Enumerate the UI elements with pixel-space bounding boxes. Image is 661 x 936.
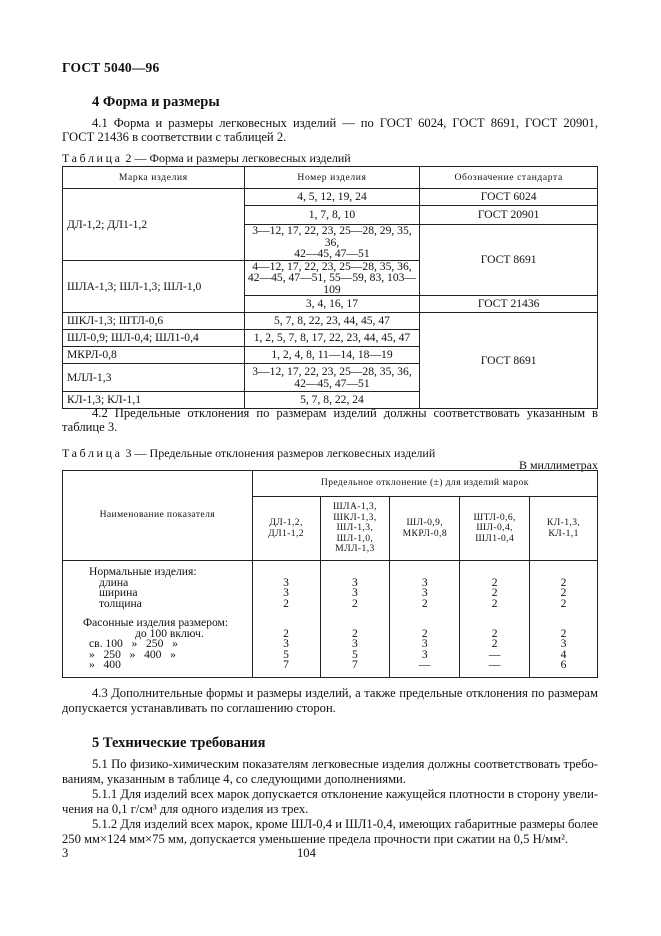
t2-cell: 5, 7, 8, 22, 23, 44, 45, 47 (244, 313, 420, 330)
t3-shaped-values: 2 3 3 — (390, 612, 460, 677)
para-4-1-line1: 4.1 Форма и размеры легковесных изделий — по ГОСТ 6024, ГОСТ 8691, ГОСТ 20901, (92, 116, 598, 130)
t3-normal-block (63, 561, 598, 613)
t2-cell: ГОСТ 8691 (420, 225, 598, 296)
t3-shaped-values: 2 2 — — (460, 612, 530, 677)
t3-normal-values: 2 2 2 (530, 561, 598, 613)
para-5-1-1-line2: чения на 0,1 г/см³ для одного изделия из трех. (62, 802, 309, 816)
para-5-1-2-line1: 5.1.2 Для изделий всех марок, кроме ШЛ-0,4 и ШЛ1-0,4, имеющих габаритные размеры более (92, 817, 598, 831)
t2-cell: 4—12, 17, 22, 23, 25—28, 35, 36, 42—45, 47—51, 55—59, 83, 103—109 (244, 260, 420, 296)
t2-header-mark: Марка изделия (63, 167, 245, 189)
t2-cell: 4, 5, 12, 19, 24 (244, 189, 420, 206)
page-number: 104 (297, 846, 316, 860)
t3-col-shla: ШЛА-1,3, ШКЛ-1,3, ШЛ-1,3, ШЛ-1,0, МЛЛ-1,3 (320, 497, 390, 561)
page-footer-left: 3 (62, 846, 69, 860)
t2-mark-shl: ШЛА-1,3; ШЛ-1,3; ШЛ-1,0 (63, 260, 245, 313)
t2-cell: ГОСТ 6024 (420, 189, 598, 206)
para-5-1-2-line2: 250 мм×124 мм×75 мм, допускается уменьшение предела прочности при сжатии на 0,5 Н/мм². (62, 832, 569, 846)
table-3 (62, 470, 598, 678)
t2-cell: ГОСТ 8691 (420, 313, 598, 409)
t3-header-group: Предельное отклонение (±) для изделий марок (252, 471, 597, 497)
section-4-title: 4 Форма и размеры (92, 94, 220, 110)
para-5-1-1-line1: 5.1.1 Для изделий всех марок допускается отклонение кажущейся плотности в сторону увели- (92, 787, 599, 801)
t3-shaped-values: 2 3 5 7 (320, 612, 390, 677)
para-4-1-line2: ГОСТ 21436 в соответствии с таблицей 2. (62, 130, 287, 144)
t2-mark-dl: ДЛ-1,2; ДЛ1-1,2 (63, 189, 245, 261)
t3-normal-values: 3 3 2 (390, 561, 460, 613)
para-4-3-line2: допускается устанавливать по соглашению сторон. (62, 701, 336, 715)
t3-shaped-names: Фасонные изделия размером: до 100 включ. св. 100 » 250 » » 250 » 400 » » 400 (63, 612, 253, 677)
t2-header-standard: Обозначение стандарта (420, 167, 598, 189)
t2-cell: 3, 4, 16, 17 (244, 296, 420, 313)
t2-cell: ГОСТ 21436 (420, 296, 598, 313)
t2-mark-mll: МЛЛ-1,3 (63, 364, 245, 392)
t3-normal-values: 2 2 2 (460, 561, 530, 613)
table2-caption: Таблица 2 — Форма и размеры легковесных изделий (62, 151, 351, 165)
t3-shaped-values: 2 3 5 7 (252, 612, 320, 677)
t2-mark-kl: КЛ-1,3; КЛ-1,1 (63, 392, 245, 409)
para-5-1-line2: ваниям, указанным в таблице 4, со следующими дополнениями. (62, 772, 406, 786)
t3-col-kl: КЛ-1,3, КЛ-1,1 (530, 497, 598, 561)
t3-normal-names: Нормальные изделия: длина ширина толщина (63, 561, 253, 613)
t3-shaped-block (63, 612, 598, 677)
section-5-title: 5 Технические требования (92, 735, 266, 751)
t3-col-shtl: ШТЛ-0,6, ШЛ-0,4, ШЛ1-0,4 (460, 497, 530, 561)
t2-cell: 3—12, 17, 22, 23, 25—28, 29, 35, 36, 42—45, 47—51 (244, 225, 420, 261)
t2-cell: ГОСТ 20901 (420, 206, 598, 225)
table3-caption: Таблица 3 — Предельные отклонения размеров легковесных изделий (62, 446, 436, 460)
para-4-3-line1: 4.3 Дополнительные формы и размеры изделий, а также предельные отклонения по размерам (92, 686, 598, 700)
t2-cell: 3—12, 17, 22, 23, 25—28, 35, 36, 42—45, 47—51 (244, 364, 420, 392)
document-header: ГОСТ 5040—96 (62, 60, 160, 75)
t3-col-shl09: ШЛ-0,9, МКРЛ-0,8 (390, 497, 460, 561)
t3-normal-values: 3 3 2 (320, 561, 390, 613)
t3-col-dl: ДЛ-1,2, ДЛ1-1,2 (252, 497, 320, 561)
t2-header-number: Номер изделия (244, 167, 420, 189)
para-5-1-line1: 5.1 По физико-химическим показателям легковесные изделия должны соответствовать требо- (92, 757, 598, 771)
table3-unit: В миллиметрах (518, 458, 598, 472)
t2-mark-shkl: ШКЛ-1,3; ШТЛ-0,6 (63, 313, 245, 330)
t3-header-name: Наименование показателя (63, 471, 253, 561)
t2-mark-mkrl: МКРЛ-0,8 (63, 347, 245, 364)
t3-shaped-values: 2 3 4 6 (530, 612, 598, 677)
t2-mark-shl09: ШЛ-0,9; ШЛ-0,4; ШЛ1-0,4 (63, 330, 245, 347)
t2-cell: 1, 7, 8, 10 (244, 206, 420, 225)
t2-cell: 1, 2, 5, 7, 8, 17, 22, 23, 44, 45, 47 (244, 330, 420, 347)
t2-cell: 1, 2, 4, 8, 11—14, 18—19 (244, 347, 420, 364)
para-4-2-line1: 4.2 Предельные отклонения по размерам изделий должны соответствовать указанным в (92, 406, 598, 420)
t2-cell: 5, 7, 8, 22, 24 (244, 392, 420, 409)
table-2 (62, 166, 598, 409)
para-4-2-line2: таблице 3. (62, 420, 118, 434)
t3-normal-values: 3 3 2 (252, 561, 320, 613)
